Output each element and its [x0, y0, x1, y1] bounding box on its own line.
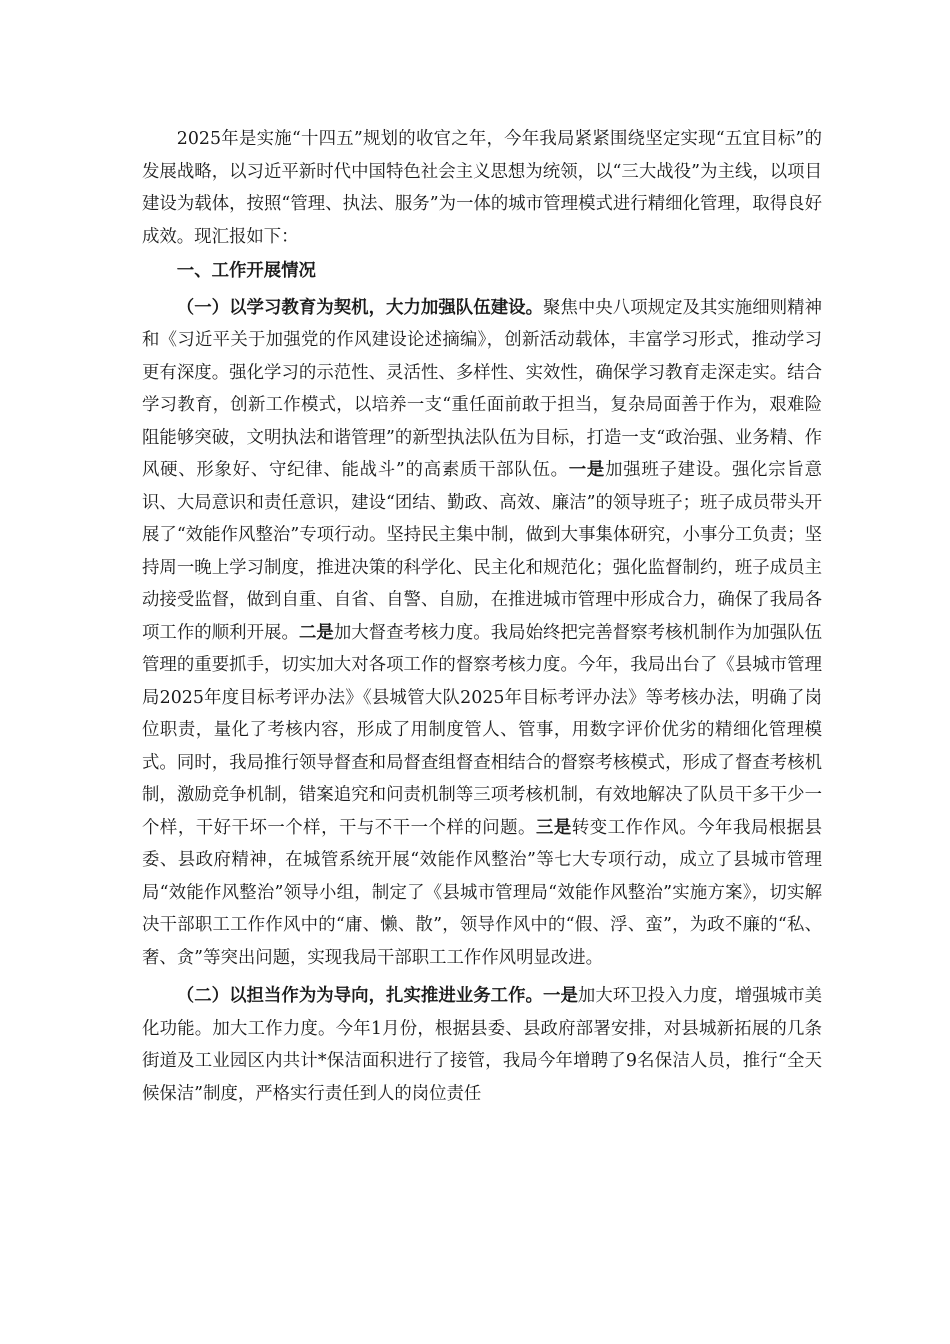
- paragraph-lead: （二）以担当作为为导向，扎实推进业务工作。: [176, 986, 543, 1006]
- paragraph-text: 加大环卫投入力度，增强城市美化功能。加大工作力度。今年1月份，根据县委、县政府部署安排，对县城新拓展的几条街道及工业园区内共计*保洁面积进行了接管，我局今年增聘了9名保洁人员，推行“全天候保洁”制度，严格实行责任到人的岗位责任: [142, 986, 822, 1104]
- section-heading: 一、工作开展情况: [176, 261, 316, 281]
- paragraph-team-building: [142, 292, 822, 975]
- paragraph-text: 加大督查考核力度。我局始终把完善督察考核机制作为加强队伍管理的重要抓手，切实加大对各项工作的督察考核力度。今年，我局出台了《县城市管理局2025年度目标考评办法》《县城管大队2025年目标考评办法》等考核办法，明确了岗位职责，量化了考核内容，形成了用制度管人、管事，用数字评价优劣的精细化管理模式。同时，我局推行领导督查和局督查组督查相结合的督察考核模式，形成了督查考核机制，激励竞争机制，错案追究和问责机制等三项考核机制，有效地解决了队员干多干少一个样，干好干坏一个样，干与不干一个样的问题。: [142, 622, 822, 838]
- point-marker: 二是: [298, 622, 334, 643]
- intro-paragraph: 2025年是实施“十四五”规划的收官之年，今年我局紧紧围绕坚定实现“五宜目标”的发展战略，以习近平新时代中国特色社会主义思想为统领，以“三大战役”为主线，以项目建设为载体，按照“管理、执法、服务”为一体的城市管理模式进行精细化管理，取得良好成效。现汇报如下：: [142, 129, 822, 247]
- paragraph-text: 聚焦中央八项规定及其实施细则精神和《习近平关于加强党的作风建设论述摘编》，创新活动载体，丰富学习形式，推动学习更有深度。强化学习的示范性、灵活性、多样性、实效性，确保学习教育走深走实。结合学习教育，创新工作模式，以培养一支“重任面前敢于担当，复杂局面善于作为，艰难险阻能够突破，文明执法和谐管理”的新型执法队伍为目标，打造一支“政治强、业务精、作风硬、形象好、守纪律、能战斗”的高素质干部队伍。: [142, 297, 822, 480]
- paragraph-lead: （一）以学习教育为契机，大力加强队伍建设。: [176, 297, 544, 318]
- document-page: [142, 123, 822, 1110]
- point-marker: 一是: [543, 986, 578, 1006]
- paragraph-text: 加强班子建设。强化宗旨意识、大局意识和责任意识，建设“团结、勤政、高效、廉洁”的领导班子；班子成员带头开展了“效能作风整治”专项行动。坚持民主集中制，做到大事集体研究，小事分工负责；坚持周一晚上学习制度，推进决策的科学化、民主化和规范化；强化监督制约，班子成员主动接受监督，做到自重、自省、自警、自励，在推进城市管理中形成合力，确保了我局各项工作的顺利开展。: [142, 460, 822, 643]
- point-marker: 一是: [568, 460, 606, 480]
- paragraph-business-work: [142, 980, 822, 1110]
- paragraph-text: 转变工作作风。今年我局根据县委、县政府精神，在城管系统开展“效能作风整治”等七大专项行动，成立了县城市管理局“效能作风整治”领导小组，制定了《县城市管理局“效能作风整治”实施方案》，切实解决干部职工工作作风中的“庸、懒、散”，领导作风中的“假、浮、蛮”，为政不廉的“私、奢、贪”等突出问题，实现我局干部职工工作作风明显改进。: [142, 817, 822, 968]
- point-marker: 三是: [535, 817, 572, 838]
